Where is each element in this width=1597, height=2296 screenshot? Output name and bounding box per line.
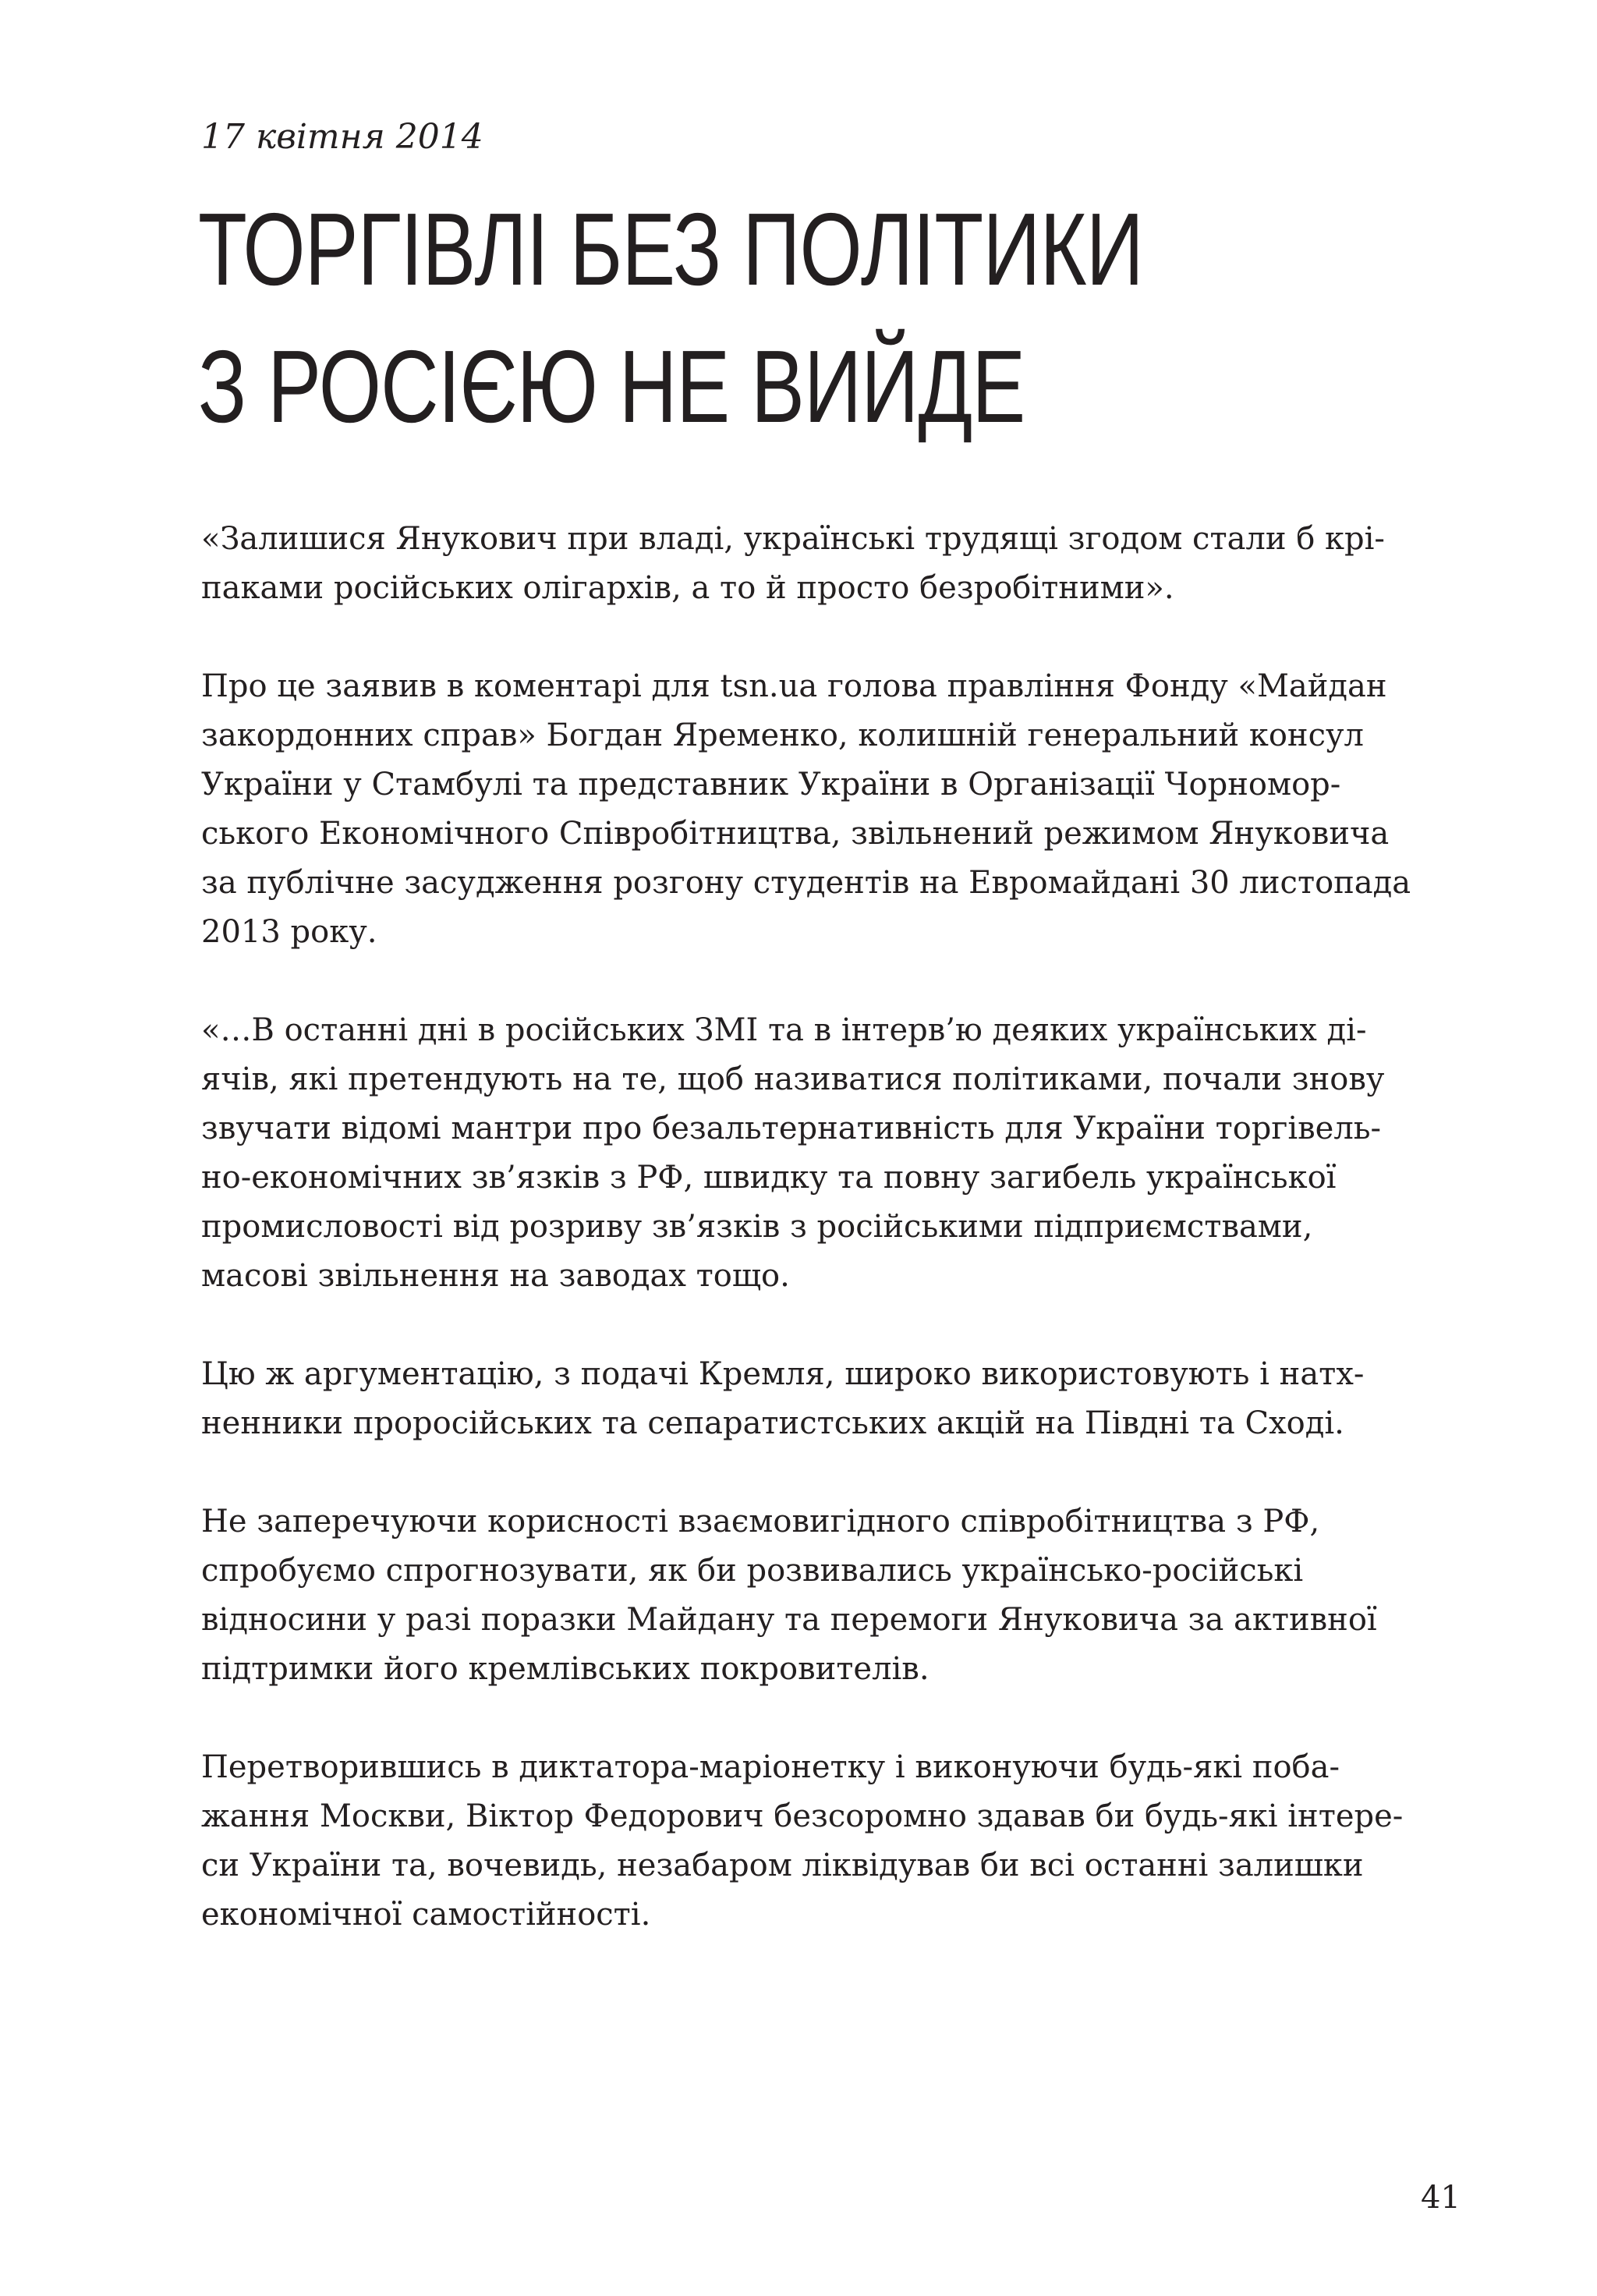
paragraph-6 (201, 1743, 1480, 1940)
text-line: відносини у разі поразки Майдану та перемоги Януковича за активної (201, 1602, 1377, 1638)
text-line: ського Економічного Співробітництва, звільнений режимом Януковича (201, 816, 1390, 852)
title-line: ТОРГІВЛІ БЕЗ ПОЛІТИКИ (198, 192, 1144, 306)
text-line: промисловості від розриву зв’язків з російськими підприємствами, (201, 1209, 1313, 1245)
text-line: но-економічних зв’язків з РФ, швидку та повну загибель української (201, 1160, 1337, 1196)
text-line: масові звільнення на заводах тощо. (201, 1258, 790, 1294)
text-line: України у Стамбулі та представник України в Організації Чорномор- (201, 767, 1341, 803)
text-line: звучати відомі мантри про безальтернативність для України торгівель- (201, 1111, 1382, 1146)
text-line: ненники проросійських та сепаратистських акцій на Півдні та Сході. (201, 1405, 1344, 1441)
text-line: Перетворившись в диктатора-маріонетку і виконуючи будь-які поба- (201, 1749, 1340, 1785)
title-line: З РОСІЄЮ НЕ ВИЙДЕ (198, 329, 1025, 444)
text-line: підтримки його кремлівських покровителів. (201, 1651, 930, 1687)
text-line: 2013 року. (201, 914, 377, 950)
article-date: 17 квітня 2014 (201, 117, 483, 157)
text-line: Цю ж аргументацію, з подачі Кремля, широко використовують і натх- (201, 1356, 1365, 1392)
text-line: паками російських олігархів, а то й просто безробітними». (201, 570, 1174, 606)
text-line: Про це заявив в коментарі для tsn.ua голова правління Фонду «Майдан (201, 668, 1387, 704)
text-line: «…В останні дні в російських ЗМІ та в інтерв’ю деяких українських ді- (201, 1012, 1367, 1048)
page-number: 41 (1421, 2180, 1461, 2216)
paragraph-1 (201, 515, 1480, 613)
text-line: си України та, вочевидь, незабаром ліквідував би всі останні залишки (201, 1848, 1364, 1883)
paragraph-4 (201, 1350, 1480, 1448)
text-line: жання Москви, Віктор Федорович безсоромно здавав би будь-які інтере- (201, 1798, 1404, 1834)
paragraph-2 (201, 662, 1480, 957)
text-line: «Залишися Янукович при владі, українські трудящі згодом стали б крі- (201, 521, 1385, 557)
text-line: закордонних справ» Богдан Яременко, колишній генеральний консул (201, 718, 1364, 753)
article-body (201, 515, 1480, 1989)
text-line: ячів, які претендують на те, щоб називатися політиками, почали знову (201, 1061, 1385, 1097)
text-line: спробуємо спрогнозувати, як би розвивались українсько-російські (201, 1553, 1304, 1589)
article-title (198, 181, 1147, 455)
text-line: Не заперечуючи корисності взаємовигідного співробітництва з РФ, (201, 1504, 1320, 1540)
text-line: економічної самостійності. (201, 1897, 651, 1933)
text-line: за публічне засудження розгону студентів на Евромайдані 30 листопада (201, 865, 1411, 901)
paragraph-3 (201, 1006, 1480, 1301)
paragraph-5 (201, 1497, 1480, 1694)
